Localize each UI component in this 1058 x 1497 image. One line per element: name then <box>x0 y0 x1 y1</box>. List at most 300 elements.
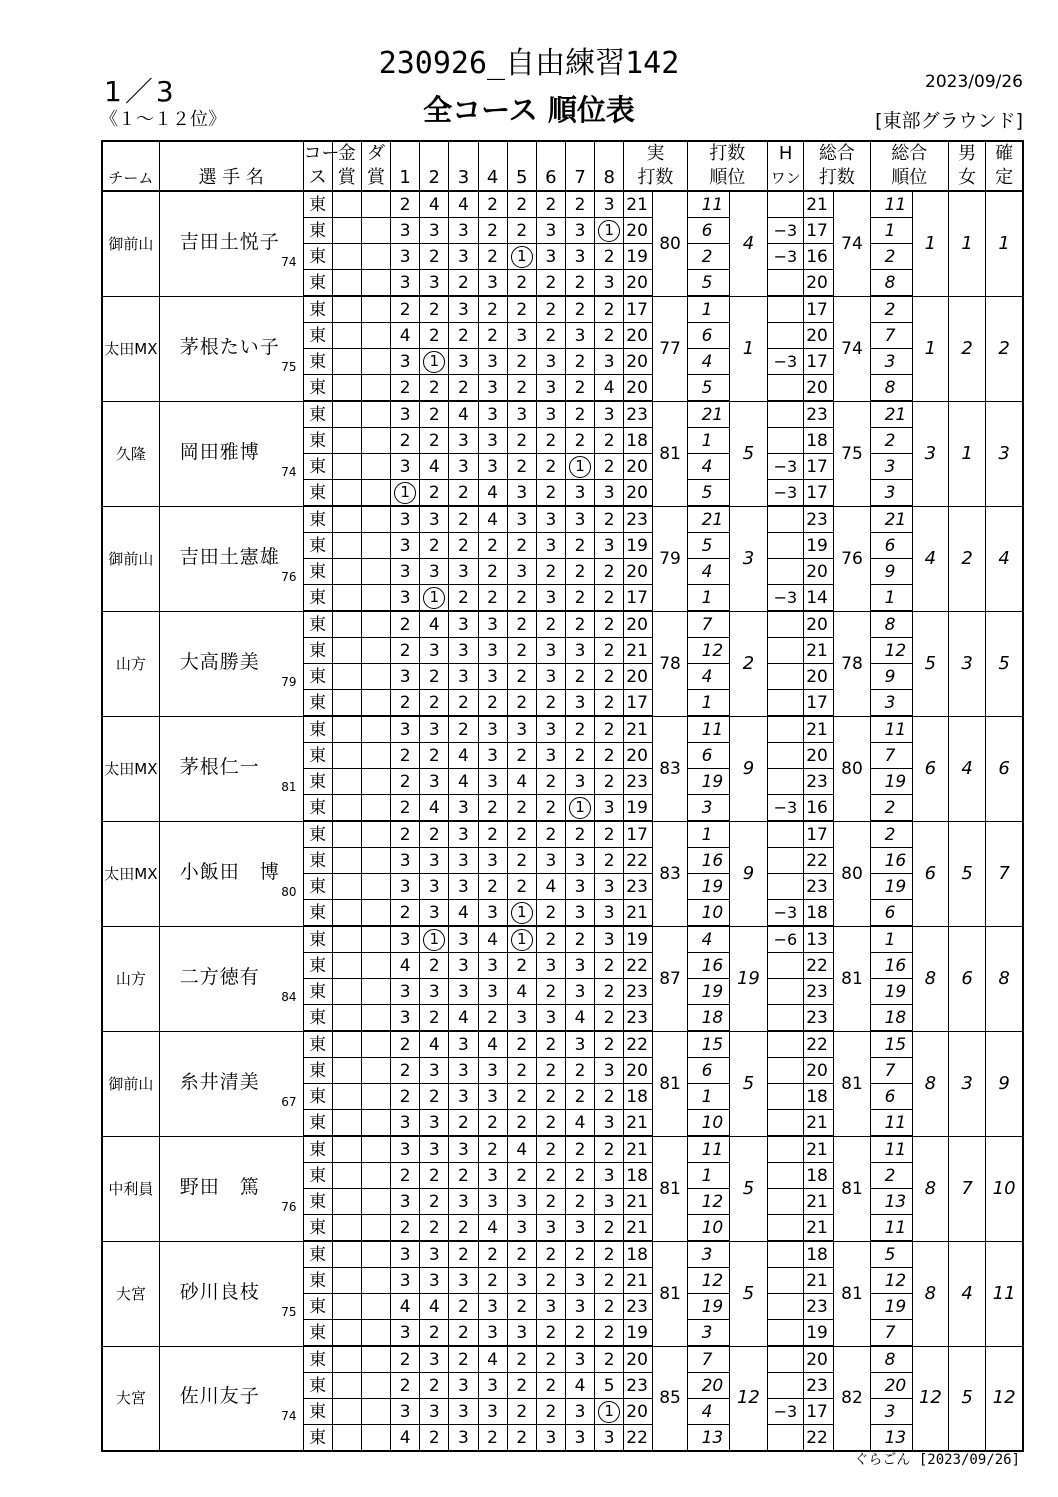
hole-score-value: 3 <box>458 981 469 1002</box>
hole-score-value: 3 <box>458 1191 469 1212</box>
hole-score <box>595 1268 624 1294</box>
hole-score <box>595 323 624 349</box>
da-award-cell <box>361 1005 390 1032</box>
hole-score <box>478 585 507 612</box>
round-total: 17 <box>804 1399 834 1425</box>
hole-score-value: 2 <box>399 1165 411 1186</box>
total-rank: 5 <box>912 611 948 716</box>
gold-award-cell <box>332 664 361 690</box>
hole-score <box>420 375 449 402</box>
hole-score <box>478 533 507 559</box>
hole-in-one-adjust <box>768 1189 804 1215</box>
course-cell: 東 <box>303 1294 332 1320</box>
hole-score-value: 2 <box>516 535 528 556</box>
hole-score-value: 3 <box>487 456 498 477</box>
hole-score <box>507 716 536 743</box>
hole-score-value: 2 <box>603 666 615 687</box>
hole-score <box>478 1215 507 1242</box>
hole-score-value: 2 <box>603 1244 615 1265</box>
hole-score <box>536 533 565 559</box>
hole-score <box>391 979 420 1005</box>
hole-score-value: 2 <box>487 220 498 241</box>
actual-strokes: 81 <box>653 1136 687 1241</box>
hole-score <box>507 559 536 585</box>
hole-score <box>391 1110 420 1137</box>
round-rank: 10 <box>687 900 729 927</box>
hole-score <box>478 821 507 848</box>
hole-score-value: 2 <box>516 745 528 766</box>
player-header <box>159 141 303 166</box>
gold-award-cell <box>332 323 361 349</box>
hole-score <box>536 1031 565 1058</box>
hole-score <box>507 1425 536 1452</box>
hole-score-value: 2 <box>428 325 440 346</box>
hole-score-value: 2 <box>603 614 615 635</box>
hole-score <box>507 821 536 848</box>
hole-score <box>536 848 565 874</box>
hole-header: 5 <box>507 166 536 191</box>
hole-score <box>391 1425 420 1452</box>
course-cell: 東 <box>303 1399 332 1425</box>
hole-score-value: 3 <box>574 955 586 976</box>
hole-score <box>478 769 507 795</box>
hole-score <box>391 401 420 428</box>
hole-score <box>449 191 478 218</box>
actual-strokes: 77 <box>653 296 687 401</box>
round-total: 21 <box>804 716 834 743</box>
hole-score-value: 2 <box>516 272 528 293</box>
round-score: 20 <box>624 454 653 480</box>
hole-score-value: 2 <box>487 1244 498 1265</box>
hole-score <box>595 1163 624 1189</box>
round-total-rank: 16 <box>870 953 912 979</box>
hole-score-value: 2 <box>516 1112 528 1133</box>
hole-score-value: 3 <box>574 220 586 241</box>
da-award-cell <box>361 1084 390 1110</box>
hole-score <box>507 1373 536 1399</box>
hole-score-value: 2 <box>458 377 469 398</box>
hole-score <box>449 1346 478 1373</box>
hole-score-value: 3 <box>574 1427 586 1448</box>
player-age: 81 <box>281 779 297 794</box>
player-name: 吉田土憲雄 <box>179 545 280 568</box>
hole-score <box>507 1189 536 1215</box>
gold-award-cell <box>332 1373 361 1399</box>
round-score: 18 <box>624 1241 653 1268</box>
round-total-rank: 8 <box>870 611 912 638</box>
hole-score <box>565 926 594 953</box>
table-row <box>102 611 1023 638</box>
hole-score <box>478 1189 507 1215</box>
hole-score-value: 3 <box>574 509 586 530</box>
hole-score <box>449 1268 478 1294</box>
hole-score-value: 4 <box>399 1427 411 1448</box>
hole-score-value: 2 <box>428 1007 440 1028</box>
gender-rank: 4 <box>948 716 985 821</box>
hole-score <box>420 323 449 349</box>
hole-score <box>449 270 478 297</box>
gold-award-cell <box>332 1084 361 1110</box>
round-rank: 1 <box>687 585 729 612</box>
hole-in-one-mark: 1 <box>598 220 620 242</box>
player-age: 79 <box>281 674 297 689</box>
round-score: 20 <box>624 375 653 402</box>
hole-score <box>507 401 536 428</box>
hole-score <box>565 1163 594 1189</box>
hole-score <box>565 1373 594 1399</box>
hole-score <box>449 559 478 585</box>
hole-score <box>449 611 478 638</box>
team-header-label: チーム <box>102 166 159 191</box>
round-score: 23 <box>624 1373 653 1399</box>
gender-rank-header-label: 女 <box>948 166 985 191</box>
hole-score-value: 3 <box>487 404 498 425</box>
hole-score <box>507 1110 536 1137</box>
course-cell: 東 <box>303 1373 332 1399</box>
hole-score-value: 2 <box>399 824 411 845</box>
hole-score <box>420 480 449 507</box>
hole-score-value: 3 <box>428 771 440 792</box>
hole-score <box>391 1373 420 1399</box>
team-name: 御前山 <box>102 1031 159 1136</box>
table-row <box>102 401 1023 428</box>
round-score: 23 <box>624 401 653 428</box>
gender-rank: 7 <box>948 1136 985 1241</box>
gender-rank: 2 <box>948 296 985 401</box>
hole-score <box>391 585 420 612</box>
hole-score <box>449 1163 478 1189</box>
gender-rank: 6 <box>948 926 985 1031</box>
hole-score <box>507 1031 536 1058</box>
hole-score <box>595 664 624 690</box>
hole-score <box>478 1163 507 1189</box>
hole-score-value: 2 <box>574 561 586 582</box>
hole-score-value: 3 <box>487 850 498 871</box>
gold-award-cell <box>332 296 361 323</box>
player-name-cell <box>159 1136 303 1241</box>
round-rank: 11 <box>687 1136 729 1163</box>
hole-score-value: 4 <box>545 876 557 897</box>
round-total-rank: 12 <box>870 638 912 664</box>
round-score: 20 <box>624 349 653 375</box>
hole-score-value: 2 <box>487 824 498 845</box>
hole-score-value: 5 <box>603 1375 615 1396</box>
round-rank: 12 <box>687 1189 729 1215</box>
hole-score-value: 2 <box>458 1112 469 1133</box>
hole-score-value: 2 <box>399 1217 411 1238</box>
hole-score <box>507 1005 536 1032</box>
gold-award-cell <box>332 848 361 874</box>
hole-header: 8 <box>595 166 624 191</box>
hole-score <box>595 690 624 717</box>
round-total-rank: 3 <box>870 1399 912 1425</box>
round-total: 20 <box>804 323 834 349</box>
hole-in-one-header: H <box>768 141 804 166</box>
course-cell: 東 <box>303 218 332 244</box>
hole-in-one-adjust <box>768 664 804 690</box>
hole-score-value: 3 <box>458 955 469 976</box>
round-rank: 10 <box>687 1110 729 1137</box>
final-rank: 6 <box>986 716 1023 821</box>
hole-score <box>565 1294 594 1320</box>
actual-strokes: 85 <box>653 1346 687 1451</box>
hole-score <box>449 585 478 612</box>
hole-score-value: 2 <box>603 1296 615 1317</box>
hole-score-value: 3 <box>399 1322 411 1343</box>
gender-rank: 5 <box>948 821 985 926</box>
team-name: 久隆 <box>102 401 159 506</box>
hole-score-value: 2 <box>516 1401 528 1422</box>
player-name-cell <box>159 401 303 506</box>
hole-score <box>420 690 449 717</box>
hole-score <box>536 480 565 507</box>
hole-score-value: 3 <box>428 561 440 582</box>
hole-score-value: 3 <box>458 824 469 845</box>
gold-award-cell <box>332 480 361 507</box>
hole-score <box>391 349 420 375</box>
hole-score-value: 2 <box>545 771 557 792</box>
da-award-cell <box>361 638 390 664</box>
hole-score-value: 2 <box>603 640 615 661</box>
hole-score-value: 2 <box>516 797 528 818</box>
hole-score-value: 3 <box>458 1139 469 1160</box>
hole-score-value: 2 <box>458 1165 469 1186</box>
hole-in-one-adjust <box>768 1294 804 1320</box>
table-row <box>102 1031 1023 1058</box>
actual-strokes: 78 <box>653 611 687 716</box>
hole-score <box>507 1346 536 1373</box>
player-header-label: 選 手 名 <box>159 166 303 191</box>
gold-award-cell <box>332 900 361 927</box>
hole-score <box>565 191 594 218</box>
hole-score <box>420 953 449 979</box>
hole-in-one-header-label: ワン <box>768 166 804 191</box>
player-age: 84 <box>281 989 297 1004</box>
round-total: 14 <box>804 585 834 612</box>
round-score: 21 <box>624 1136 653 1163</box>
team-name: 御前山 <box>102 191 159 296</box>
hole-score <box>391 375 420 402</box>
course-cell: 東 <box>303 1031 332 1058</box>
hole-score-value: 2 <box>603 509 615 530</box>
gold-award-cell <box>332 821 361 848</box>
hole-score-value: 3 <box>428 220 440 241</box>
hole-score-value: 3 <box>458 351 469 372</box>
hole-score-value: 3 <box>458 1034 469 1055</box>
hole-score <box>507 296 536 323</box>
hole-score-value: 4 <box>399 1296 411 1317</box>
hole-score <box>565 690 594 717</box>
hole-score-value: 3 <box>603 1060 615 1081</box>
hole-score-value: 2 <box>574 587 586 608</box>
round-total: 23 <box>804 506 834 533</box>
hole-score-value: 3 <box>458 1427 469 1448</box>
hole-score <box>595 401 624 428</box>
player-age: 74 <box>281 254 297 269</box>
hole-score <box>420 1084 449 1110</box>
hole-score-value: 3 <box>603 482 615 503</box>
hole-score-value: 3 <box>574 876 586 897</box>
round-rank: 4 <box>687 1399 729 1425</box>
hole-score <box>595 979 624 1005</box>
total-rank: 12 <box>912 1346 948 1451</box>
round-total-rank: 2 <box>870 244 912 270</box>
round-total: 22 <box>804 1031 834 1058</box>
course-cell: 東 <box>303 480 332 507</box>
final-rank: 11 <box>986 1241 1023 1346</box>
gold-award-cell <box>332 1346 361 1373</box>
round-score: 20 <box>624 559 653 585</box>
table-row <box>102 821 1023 848</box>
final-rank: 2 <box>986 296 1023 401</box>
hole-in-one-adjust: −3 <box>768 244 804 270</box>
course-cell: 東 <box>303 296 332 323</box>
hole-score <box>420 769 449 795</box>
hole-score-value: 3 <box>487 1296 498 1317</box>
round-rank: 19 <box>687 769 729 795</box>
hole-score <box>565 1215 594 1242</box>
round-total-rank: 7 <box>870 323 912 349</box>
hole-score-value: 2 <box>458 1217 469 1238</box>
course-cell: 東 <box>303 1425 332 1452</box>
hole-score-value: 2 <box>516 1296 528 1317</box>
course-header-label: ス <box>303 166 332 191</box>
hole-score-value: 2 <box>545 1112 557 1133</box>
hole-score-value: 3 <box>574 1034 586 1055</box>
round-total-rank: 13 <box>870 1425 912 1452</box>
hole-score-value: 2 <box>574 1165 586 1186</box>
round-total: 23 <box>804 1005 834 1032</box>
hole-score-value: 2 <box>574 666 586 687</box>
hole-score <box>595 191 624 218</box>
hole-score <box>420 559 449 585</box>
hole-score-value: 4 <box>458 194 469 215</box>
round-score: 18 <box>624 1084 653 1110</box>
hole-score <box>420 611 449 638</box>
hole-score <box>536 1320 565 1347</box>
actual-strokes-header: 実 <box>624 141 687 166</box>
round-total: 20 <box>804 1346 834 1373</box>
hole-score <box>507 769 536 795</box>
hole-score <box>565 848 594 874</box>
hole-score-value: 3 <box>458 220 469 241</box>
hole-score <box>420 1294 449 1320</box>
hole-score <box>449 769 478 795</box>
round-total: 23 <box>804 1294 834 1320</box>
hole-score <box>391 1163 420 1189</box>
hole-score-value: 2 <box>603 246 615 267</box>
course-cell: 東 <box>303 769 332 795</box>
hole-score-value: 3 <box>458 876 469 897</box>
hole-score-value: 3 <box>458 614 469 635</box>
round-rank: 4 <box>687 664 729 690</box>
hole-score-value: 2 <box>603 1034 615 1055</box>
total-strokes: 81 <box>834 1136 870 1241</box>
round-score: 21 <box>624 900 653 927</box>
hole-score <box>565 1241 594 1268</box>
hole-score-value: 3 <box>428 1270 440 1291</box>
hole-score <box>478 716 507 743</box>
hole-score-value: 2 <box>399 299 411 320</box>
hole-score-value: 3 <box>428 850 440 871</box>
player-name: 野田 篤 <box>179 1175 260 1198</box>
hole-in-one-adjust <box>768 401 804 428</box>
hole-score <box>391 428 420 454</box>
hole-score <box>449 1399 478 1425</box>
round-total: 17 <box>804 454 834 480</box>
round-score: 19 <box>624 244 653 270</box>
hole-score-value: 2 <box>574 1322 586 1343</box>
table-row <box>102 1136 1023 1163</box>
hole-score-value: 3 <box>399 719 411 740</box>
hole-score-value: 2 <box>603 745 615 766</box>
hole-score <box>595 1320 624 1347</box>
hole-score-value: 2 <box>574 1191 586 1212</box>
hole-score <box>391 1058 420 1084</box>
ranking-body <box>102 191 1023 1451</box>
hole-score-value: 2 <box>545 430 557 451</box>
round-total: 21 <box>804 1268 834 1294</box>
hole-score-value: 2 <box>574 377 586 398</box>
hole-in-one-mark: 1 <box>394 482 416 504</box>
actual-strokes: 81 <box>653 401 687 506</box>
total-rank: 3 <box>912 401 948 506</box>
hole-score-value: 3 <box>399 351 411 372</box>
round-rank: 3 <box>687 1320 729 1347</box>
round-total-rank: 6 <box>870 1084 912 1110</box>
gold-award-cell <box>332 349 361 375</box>
hole-score-value: 3 <box>399 456 411 477</box>
hole-score-value: 2 <box>574 299 586 320</box>
hole-score-value: 2 <box>516 194 528 215</box>
round-total: 23 <box>804 979 834 1005</box>
round-score: 23 <box>624 1005 653 1032</box>
hole-score <box>449 323 478 349</box>
hole-score <box>536 559 565 585</box>
da-award-cell <box>361 1031 390 1058</box>
round-total: 22 <box>804 1425 834 1452</box>
hole-score <box>565 795 594 822</box>
gender-rank: 3 <box>948 1031 985 1136</box>
hole-score-value: 3 <box>487 614 498 635</box>
hole-score <box>420 296 449 323</box>
round-score: 23 <box>624 1294 653 1320</box>
da-award-cell <box>361 821 390 848</box>
hole-score-value: 3 <box>399 876 411 897</box>
round-rank: 12 <box>687 638 729 664</box>
player-name: 茅根仁一 <box>179 755 260 778</box>
da-award-cell <box>361 1373 390 1399</box>
round-total-rank: 19 <box>870 874 912 900</box>
hole-score-value: 2 <box>545 902 557 923</box>
round-rank: 4 <box>687 349 729 375</box>
hole-score <box>391 1136 420 1163</box>
hole-score <box>391 926 420 953</box>
footer-credit: ぐらごん [2023/09/26] <box>854 1452 1020 1468</box>
player-name: 岡田雅博 <box>179 440 260 463</box>
player-age: 80 <box>281 884 297 899</box>
hole-score-value: 3 <box>428 1349 440 1370</box>
hole-score-value: 2 <box>399 614 411 635</box>
hole-score <box>391 270 420 297</box>
hole-score <box>507 1163 536 1189</box>
total-strokes: 78 <box>834 611 870 716</box>
hole-score-value: 3 <box>516 1270 528 1291</box>
da-award-cell <box>361 1268 390 1294</box>
hole-score <box>565 1399 594 1425</box>
hole-score <box>449 1005 478 1032</box>
hole-score-value: 2 <box>428 246 440 267</box>
